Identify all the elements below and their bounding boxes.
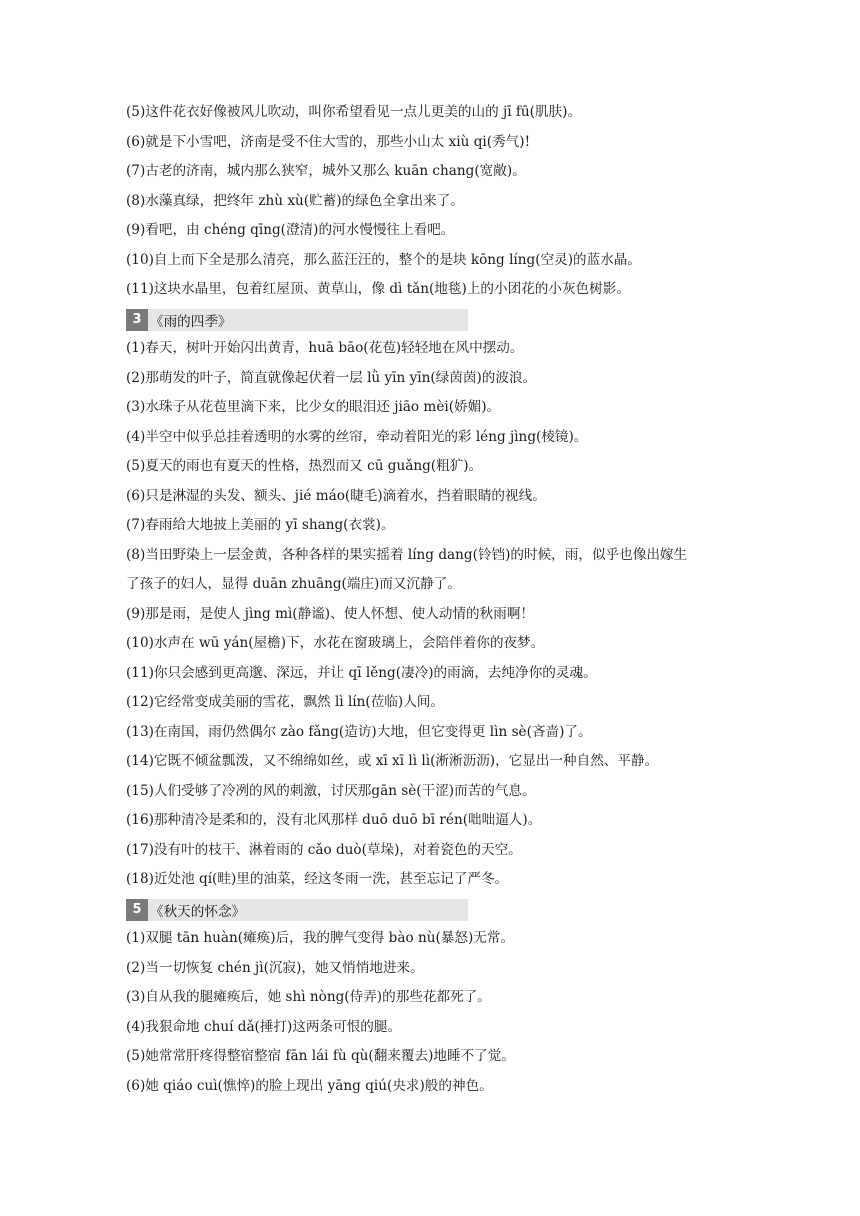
list-item: (5)她常常肝疼得整宿整宿 fān lái fù qù(翻来覆去)地睡不了觉。 [126, 1048, 515, 1064]
list-item: (15)人们受够了冷冽的风的刺激，讨厌那gān sè(干涩)而苦的气息。 [126, 782, 536, 799]
list-group-jinan [126, 98, 746, 305]
list-item: (3)水珠子从花苞里滴下来，比少女的眼泪还 jiāo mèi(娇媚)。 [126, 399, 501, 415]
list-item: (1)春天，树叶开始闪出黄青，huā bāo(花苞)轻轻地在风中摆动。 [126, 340, 524, 356]
list-item: (3)自从我的腿瘫痪后，她 shì nòng(侍弄)的那些花都死了。 [126, 989, 491, 1005]
list-item: (14)它既不倾盆瓢泼，又不绵绵如丝，或 xī xī lì lì(淅淅沥沥)，它显出一种自然、平静。 [126, 753, 659, 769]
section-title: 《雨的四季》 [150, 313, 232, 330]
list-item: (17)没有叶的枝干、淋着雨的 cǎo duò(草垛)，对着瓷色的天空。 [126, 841, 522, 858]
list-item: (6)只是淋湿的头发、额头、jié máo(睫毛)滴着水，挡着眼睛的视线。 [126, 487, 546, 504]
list-item: (12)它经常变成美丽的雪花，飘然 lì lín(莅临)人间。 [126, 694, 444, 710]
list-item: (9)看吧，由 chéng qīng(澄清)的河水慢慢往上看吧。 [126, 222, 455, 238]
list-item: (13)在南国，雨仍然偶尔 zào fǎng(造访)大地，但它变得更 lìn sè(吝啬)了。 [126, 723, 592, 740]
list-item: (2)当一切恢复 chén jì(沉寂)，她又悄悄地进来。 [126, 959, 424, 976]
document-page [126, 98, 746, 1101]
list-item: (16)那种清冷是柔和的，没有北风那样 duō duō bī rén(咄咄逼人)。 [126, 812, 542, 828]
section-header-3 [126, 309, 468, 331]
list-item: (18)近处池 qí(畦)里的油菜，经这冬雨一洗，甚至忘记了严冬。 [126, 871, 509, 887]
list-item: (10)自上而下全是那么清亮，那么蓝汪汪的，整个的是块 kōng líng(空灵)的蓝水晶。 [126, 251, 641, 268]
list-item: (11)你只会感到更高邈、深远，并让 qī lěng(凄冷)的雨滴，去纯净你的灵魂。 [126, 664, 597, 681]
list-item: (7)古老的济南，城内那么狭窄，城外又那么 kuān chang(宽敞)。 [126, 163, 526, 179]
list-item: (8)当田野染上一层金黄，各种各样的果实摇着 líng dang(铃铛)的时候，雨，似乎也像出嫁生 [126, 546, 688, 563]
list-item: (11)这块水晶里，包着红屋顶、黄草山，像 dì tǎn(地毯)上的小团花的小灰色树影。 [126, 281, 630, 297]
list-group-qiutian-de-huainian [126, 924, 746, 1101]
list-item: (6)她 qiáo cuì(憔悴)的脸上现出 yāng qiú(央求)般的神色。 [126, 1077, 493, 1094]
list-item: (5)夏天的雨也有夏天的性格，热烈而又 cū guǎng(粗犷)。 [126, 458, 483, 474]
list-item: (9)那是雨，是使人 jìng mì(静谧)、使人怀想、使人动情的秋雨啊！ [126, 605, 535, 622]
list-item: (7)春雨给大地披上美丽的 yī shang(衣裳)。 [126, 517, 395, 533]
list-item: (4)我狠命地 chuí dǎ(捶打)这两条可恨的腿。 [126, 1018, 402, 1035]
list-item: (8)水藻真绿，把终年 zhù xù(贮蓄)的绿色全拿出来了。 [126, 192, 464, 209]
list-item: (4)半空中似乎总挂着透明的水雾的丝帘，牵动着阳光的彩 léng jìng(棱镜)。 [126, 428, 588, 445]
list-group-yu-de-siji [126, 334, 746, 895]
section-number-badge: 3 [126, 309, 148, 331]
list-item: (10)水声在 wū yán(屋檐)下，水花在窗玻璃上，会陪伴着你的夜梦。 [126, 635, 545, 651]
list-item: (6)就是下小雪吧，济南是受不住大雪的，那些小山太 xiù qi(秀气)! [126, 133, 531, 150]
section-title: 《秋天的怀念》 [150, 903, 246, 920]
section-number-badge: 5 [126, 899, 148, 921]
list-item: (1)双腿 tān huàn(瘫痪)后，我的脾气变得 bào nù(暴怒)无常。 [126, 930, 515, 946]
list-item: (5)这件花衣好像被风儿吹动，叫你希望看见一点儿更美的山的 jī fū(肌肤)。 [126, 104, 582, 120]
section-header-5 [126, 899, 468, 921]
list-item: (2)那萌发的叶子，简直就像起伏着一层 lǜ yīn yīn(绿茵茵)的波浪。 [126, 369, 537, 386]
list-item-continuation: 了孩子的妇人，显得 duān zhuāng(端庄)而又沉静了。 [126, 576, 461, 592]
